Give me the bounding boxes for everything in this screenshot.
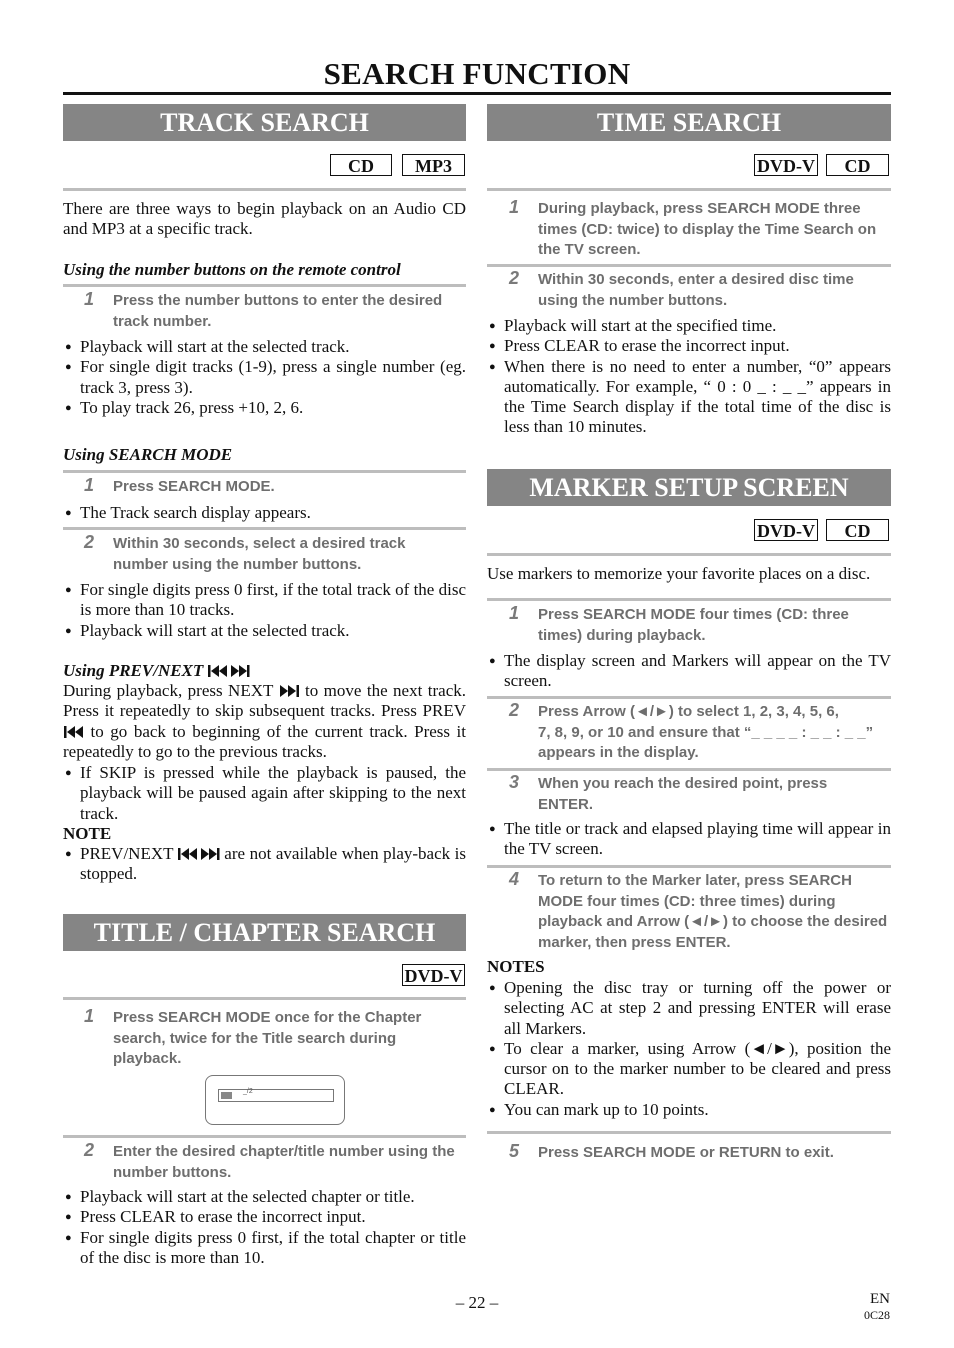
tag-mp3: MP3 bbox=[402, 154, 465, 176]
prev-next-subheading-text: Using PREV/NEXT bbox=[63, 661, 204, 680]
note-label: NOTE bbox=[63, 824, 112, 843]
marker-step3-bullets bbox=[487, 819, 891, 860]
step-rule bbox=[487, 598, 891, 601]
step-rule bbox=[487, 768, 891, 771]
step-text bbox=[538, 702, 890, 764]
step-line: 7, 8, 9, or 10 and ensure that “_ _ _ _ : _ _ : _ _” bbox=[538, 723, 874, 741]
note-text: are not available when play-back is stopped. bbox=[80, 844, 467, 884]
note-bullets bbox=[63, 844, 466, 885]
prev-next-text: During playback, press NEXT bbox=[63, 681, 274, 700]
bullet-item: ● For single digits press 0 first, if the total chapter or title of the disc is more than 10. bbox=[63, 1228, 466, 1269]
page-title: SEARCH FUNCTION bbox=[323, 56, 631, 91]
bullet-item: ● When there is no need to enter a number, “0” appears automatically. For example, “ 0 : 0 _ : _ _” appears in the Time Search display if the total time of the disc is less than 10 minutes. bbox=[487, 357, 891, 438]
title-chapter-search-heading: TITLE / CHAPTER SEARCH bbox=[63, 914, 466, 951]
step-text: Press SEARCH MODE. bbox=[113, 478, 275, 495]
step-number: 3 bbox=[509, 772, 520, 792]
step-rule bbox=[63, 1135, 466, 1138]
section-rule bbox=[63, 997, 466, 1000]
title-rule bbox=[63, 92, 891, 95]
step-rule bbox=[487, 865, 891, 868]
step-number: 1 bbox=[509, 197, 520, 217]
tag-dvd-v: DVD-V bbox=[754, 154, 818, 176]
step-rule bbox=[63, 470, 466, 473]
prev-next-subheading bbox=[63, 661, 466, 681]
step-line: appears in the display. bbox=[538, 744, 699, 761]
step-rule bbox=[63, 527, 466, 530]
chapter-search-display-illustration bbox=[205, 1075, 345, 1125]
bullet-item: ● The Track search display appears. bbox=[63, 503, 466, 523]
bullet-item: ● To clear a marker, using Arrow (◄/►), position the cursor on to the marker number to be cleared and press CLEAR. bbox=[487, 1039, 891, 1100]
section-rule bbox=[63, 188, 466, 191]
section-rule bbox=[487, 553, 891, 556]
prev-next-icon bbox=[208, 664, 250, 678]
step-rule bbox=[487, 1131, 891, 1134]
track-search-intro: There are three ways to begin playback on an Audio CD and MP3 at a specific track. bbox=[63, 199, 466, 239]
time-search-heading: TIME SEARCH bbox=[487, 104, 891, 141]
time-search-bullets bbox=[487, 316, 891, 438]
bullet-item bbox=[63, 844, 466, 885]
search-mode-subheading: Using SEARCH MODE bbox=[63, 445, 233, 464]
marker-setup-heading: MARKER SETUP SCREEN bbox=[487, 469, 891, 506]
step-text: To return to the Marker later, press SEARCH MODE four times (CD: three times) during playback and Arrow (◄/►) to choose the desired marker, then press ENTER. bbox=[538, 872, 888, 951]
step-number: 5 bbox=[509, 1141, 520, 1161]
prev-icon bbox=[63, 725, 84, 739]
bullet-item: ● For single digits press 0 first, if the total track of the disc is more than 10 tracks. bbox=[63, 580, 466, 621]
step-text: Within 30 seconds, enter a desired disc time using the number buttons. bbox=[538, 271, 854, 309]
step-number: 2 bbox=[509, 700, 520, 720]
number-buttons-bullets bbox=[63, 337, 466, 418]
tag-dvd-v: DVD-V bbox=[754, 519, 818, 541]
bullet-item: ● Press CLEAR to erase the incorrect input. bbox=[487, 336, 891, 356]
step-text: Enter the desired chapter/title number using the number buttons. bbox=[113, 1143, 455, 1181]
prev-next-text: to move the next track. Press it repeatedly to skip subsequent tracks. bbox=[63, 681, 467, 721]
search-mode-step2-bullets bbox=[63, 580, 466, 641]
step-text: During playback, press SEARCH MODE three times (CD: twice) to display the Time Search on the TV screen. bbox=[538, 200, 877, 258]
number-buttons-subheading: Using the number buttons on the remote control bbox=[63, 260, 401, 279]
prev-next-bullets bbox=[63, 763, 466, 824]
marker-notes bbox=[487, 978, 891, 1120]
step-rule bbox=[63, 284, 466, 287]
bullet-item: ● The title or track and elapsed playing time will appear in the TV screen. bbox=[487, 819, 891, 860]
step-number: 1 bbox=[84, 1006, 95, 1026]
prev-next-paragraph bbox=[63, 681, 466, 762]
step-text: Press SEARCH MODE four times (CD: three times) during playback. bbox=[538, 606, 849, 644]
step-text: When you reach the desired point, press ENTER. bbox=[538, 775, 828, 813]
bullet-item: ● Playback will start at the selected track. bbox=[63, 337, 466, 357]
tag-cd: CD bbox=[826, 154, 889, 176]
language-code: EN bbox=[870, 1291, 890, 1307]
prev-next-icon bbox=[178, 847, 220, 861]
next-icon bbox=[279, 684, 300, 698]
bullet-item: ● Opening the disc tray or turning off the power or selecting AC at step 2 and pressing ENTER will erase all Markers. bbox=[487, 978, 891, 1039]
bullet-item: ● You can mark up to 10 points. bbox=[487, 1100, 891, 1120]
bullet-item: ● For single digit tracks (1-9), press a single number (eg. track 3, press 3). bbox=[63, 357, 466, 398]
track-search-heading: TRACK SEARCH bbox=[63, 104, 466, 141]
step-number: 2 bbox=[84, 532, 95, 552]
bullet-item: ● The display screen and Markers will appear on the TV screen. bbox=[487, 651, 891, 692]
step-number: 2 bbox=[509, 268, 520, 288]
bullet-item: ● Playback will start at the selected chapter or title. bbox=[63, 1187, 466, 1207]
step-text: Press the number buttons to enter the desired track number. bbox=[113, 292, 443, 330]
bullet-item: ● To play track 26, press +10, 2, 6. bbox=[63, 398, 466, 418]
step-number: 2 bbox=[84, 1140, 95, 1160]
marker-intro: Use markers to memorize your favorite places on a disc. bbox=[487, 564, 871, 583]
page-number: – 22 – bbox=[455, 1293, 499, 1312]
marker-step1-bullets bbox=[487, 651, 891, 692]
step-number: 1 bbox=[509, 603, 520, 623]
bullet-item: ● Press CLEAR to erase the incorrect input. bbox=[63, 1207, 466, 1227]
step-line: Press Arrow (◄/►) to select 1, 2, 3, 4, 5, 6, bbox=[538, 703, 839, 720]
bullet-item: ● Playback will start at the selected track. bbox=[63, 621, 466, 641]
document-code: 0C28 bbox=[863, 1308, 890, 1322]
bullet-item: ● Playback will start at the specified time. bbox=[487, 316, 891, 336]
note-text: PREV/NEXT bbox=[80, 844, 174, 863]
bullet-item: ● If SKIP is pressed while the playback is paused, the playback will be paused again after skipping to the next track. bbox=[63, 763, 466, 824]
notes-label: NOTES bbox=[487, 957, 545, 976]
tag-cd: CD bbox=[826, 519, 889, 541]
step-number: 1 bbox=[84, 475, 95, 495]
prev-next-text: Press PREV bbox=[380, 701, 466, 721]
search-mode-step1-bullets bbox=[63, 503, 466, 523]
search-display-bar bbox=[218, 1089, 334, 1102]
chapter-icon bbox=[221, 1092, 232, 1099]
title-chapter-bullets bbox=[63, 1187, 466, 1268]
step-text: Press SEARCH MODE once for the Chapter search, twice for the Title search during playback. bbox=[113, 1009, 422, 1067]
step-number: 4 bbox=[509, 869, 520, 889]
display-value: _/2 bbox=[243, 1088, 253, 1095]
tag-dvd-v: DVD-V bbox=[402, 964, 465, 986]
step-text: Within 30 seconds, select a desired track number using the number buttons. bbox=[113, 535, 406, 573]
step-text: Press SEARCH MODE or RETURN to exit. bbox=[538, 1144, 834, 1161]
section-rule bbox=[487, 188, 891, 191]
prev-next-text: to go back to beginning of the current track. Press it repeatedly to go to the previous tracks. bbox=[63, 721, 466, 761]
step-number: 1 bbox=[84, 289, 95, 309]
step-rule bbox=[487, 264, 891, 267]
tag-cd: CD bbox=[330, 154, 392, 176]
step-rule bbox=[487, 696, 891, 699]
